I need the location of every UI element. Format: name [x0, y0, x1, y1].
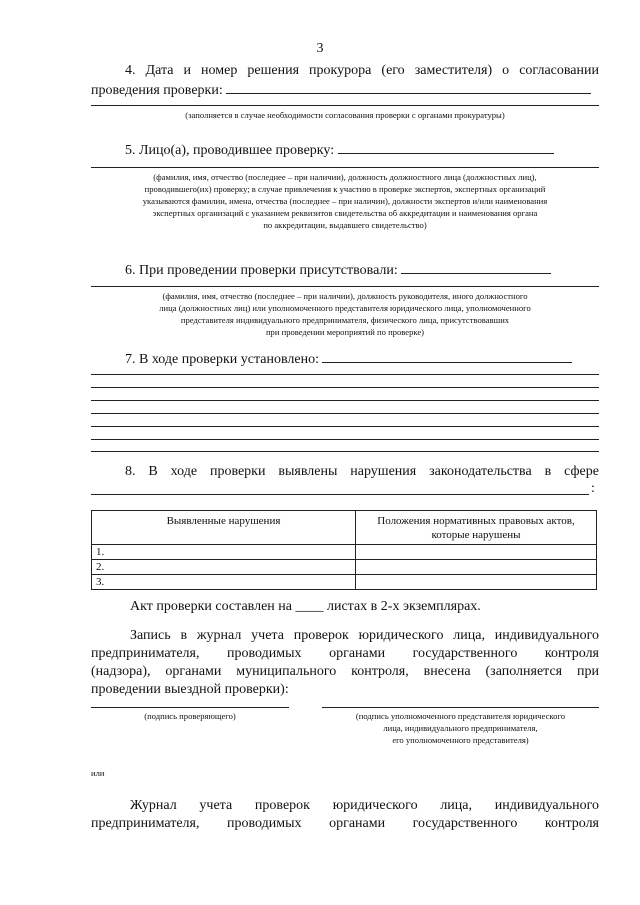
page-number: 3	[316, 41, 324, 56]
note-line: представителя индивидуального предпринимателя, физического лица, присутствовавших	[180, 315, 510, 325]
table-row	[92, 560, 597, 575]
section-7-line	[125, 349, 572, 368]
violation-cell[interactable]: 3.	[92, 575, 356, 590]
journal-entry-line: предпринимателя, проводимых органами государственного контроля	[91, 646, 599, 661]
inspector-signature-caption: (подпись проверяющего)	[144, 711, 236, 721]
provision-cell[interactable]	[356, 560, 597, 575]
representative-signature-line[interactable]	[322, 707, 599, 708]
note-line: указываются фамилии, имена, отчества (последнее – при наличии), должности экспертов и/или наименования	[142, 196, 548, 206]
provision-cell[interactable]	[356, 545, 597, 560]
section-8-line-1: 8. В ходе проверки выявлены нарушения законодательства в сфере	[125, 464, 599, 479]
caption-line: (подпись уполномоченного представителя юридического	[355, 711, 566, 721]
findings-field[interactable]	[322, 349, 572, 363]
note-line: экспертных организаций с указанием реквизитов свидетельства об аккредитации и наименования органа	[152, 208, 538, 218]
inspector-signature-line[interactable]	[91, 707, 289, 708]
journal-entry-line: проведении выездной проверки):	[91, 682, 289, 697]
approval-date-field[interactable]	[226, 80, 591, 94]
findings-line[interactable]	[91, 387, 599, 388]
caption-line: лица, индивидуального предпринимателя,	[383, 723, 538, 733]
section-4-note: (заполняется в случае необходимости согласования проверки с органами прокуратуры)	[185, 110, 505, 120]
section-4-line-1: 4. Дата и номер решения прокурора (его заместителя) о согласовании	[125, 63, 599, 78]
violation-cell[interactable]: 2.	[92, 560, 356, 575]
journal-entry-line: (надзора), органами муниципального контроля, внесена (заполняется при	[91, 664, 599, 679]
attendees-field[interactable]	[401, 260, 551, 274]
findings-line[interactable]	[91, 451, 599, 452]
findings-line[interactable]	[91, 439, 599, 440]
section-8-colon: :	[591, 481, 595, 496]
section-6-line	[125, 260, 551, 279]
section-4-line-2	[91, 80, 601, 99]
findings-line[interactable]	[91, 374, 599, 375]
findings-line[interactable]	[91, 400, 599, 401]
provision-cell[interactable]	[356, 575, 597, 590]
section-4-label: проведения проверки:	[91, 83, 223, 98]
note-line: проводившего(их) проверку; в случае привлечения к участию в проверке экспертов, экспертных организаций	[144, 184, 546, 194]
section-5-line	[125, 140, 554, 159]
section-7-label: 7. В ходе проверки установлено:	[125, 352, 319, 367]
note-line: по аккредитации, выдавшего свидетельство)	[263, 220, 427, 230]
section-5-note	[91, 171, 599, 231]
violation-field-line[interactable]	[91, 494, 589, 495]
header-provisions: Положения нормативных правовых актов, которые нарушены	[356, 511, 597, 545]
note-line: (фамилия, имя, отчество (последнее – при наличии), должность руководителя, иного должностного	[162, 291, 528, 301]
representative-signature-caption	[322, 710, 599, 746]
journal-absent-line: Журнал учета проверок юридического лица, индивидуального	[130, 798, 599, 813]
violations-table	[91, 510, 597, 590]
divider	[91, 286, 599, 287]
journal-absent-line: предпринимателя, проводимых органами государственного контроля	[91, 816, 599, 831]
table-row	[92, 575, 597, 590]
section-6-label: 6. При проведении проверки присутствовали:	[125, 263, 398, 278]
findings-line[interactable]	[91, 426, 599, 427]
act-sheets-sentence: Акт проверки составлен на ____ листах в 2-х экземплярах.	[130, 599, 481, 614]
violation-cell[interactable]: 1.	[92, 545, 356, 560]
section-5-label: 5. Лицо(а), проводившее проверку:	[125, 143, 335, 158]
or-label: или	[91, 768, 105, 778]
inspector-field[interactable]	[338, 140, 554, 154]
section-6-note	[91, 290, 599, 338]
table-header-row	[92, 511, 597, 545]
table-row	[92, 545, 597, 560]
divider	[91, 105, 599, 106]
journal-entry-line: Запись в журнал учета проверок юридического лица, индивидуального	[130, 628, 599, 643]
note-line: (фамилия, имя, отчество (последнее – при наличии), должность должностного лица (должностных лиц),	[153, 172, 537, 182]
caption-line: его уполномоченного представителя)	[392, 735, 529, 745]
note-line: при проведении мероприятий по проверке)	[265, 327, 425, 337]
header-violations: Выявленные нарушения	[92, 511, 356, 545]
divider	[91, 167, 599, 168]
note-line: лица (должностных лиц) или уполномоченного представителя юридического лица, уполномоченного	[159, 303, 531, 313]
findings-line[interactable]	[91, 413, 599, 414]
